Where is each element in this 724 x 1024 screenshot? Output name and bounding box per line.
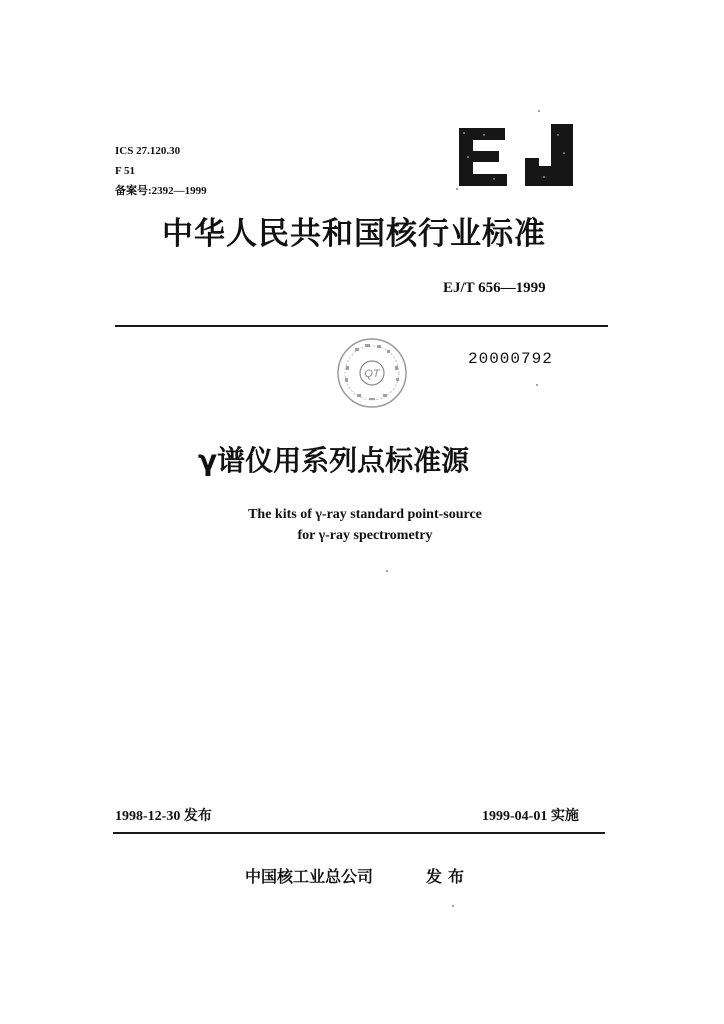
scan-speck [386,570,388,572]
issuer-action: 发布 [426,867,471,886]
issue-date: 1998-12-30 发布 [115,809,212,824]
ej-logo [453,122,583,192]
scan-speck [456,188,458,190]
seal-center-text: QT [364,368,380,380]
english-title-line2: for γ-ray spectrometry [297,528,433,543]
library-seal-stamp [335,336,409,410]
chinese-title: γ谱仪用系列点标准源 [198,444,470,477]
ej-logo-graphic [453,122,583,192]
scan-speck [538,110,540,112]
classification-block [115,141,207,201]
implementation-date: 1999-04-01 实施 [482,809,579,824]
serial-number: 20000792 [468,350,553,368]
scan-speck [536,384,538,386]
clc-code: F 51 [115,165,136,177]
standard-number: EJ/T 656—1999 [443,280,546,296]
english-title-line1: The kits of γ-ray standard point-source [248,507,482,522]
seal-graphic [335,336,409,410]
issuer-name: 中国核工业总公司 [245,867,374,886]
bottom-divider [113,832,605,834]
top-divider [115,325,608,327]
main-title: 中华人民共和国核行业标准 [162,216,546,252]
filing-number: 备案号:2392—1999 [115,185,207,197]
ics-code: ICS 27.120.30 [115,145,181,157]
scan-speck [452,905,454,907]
english-title [190,504,540,546]
